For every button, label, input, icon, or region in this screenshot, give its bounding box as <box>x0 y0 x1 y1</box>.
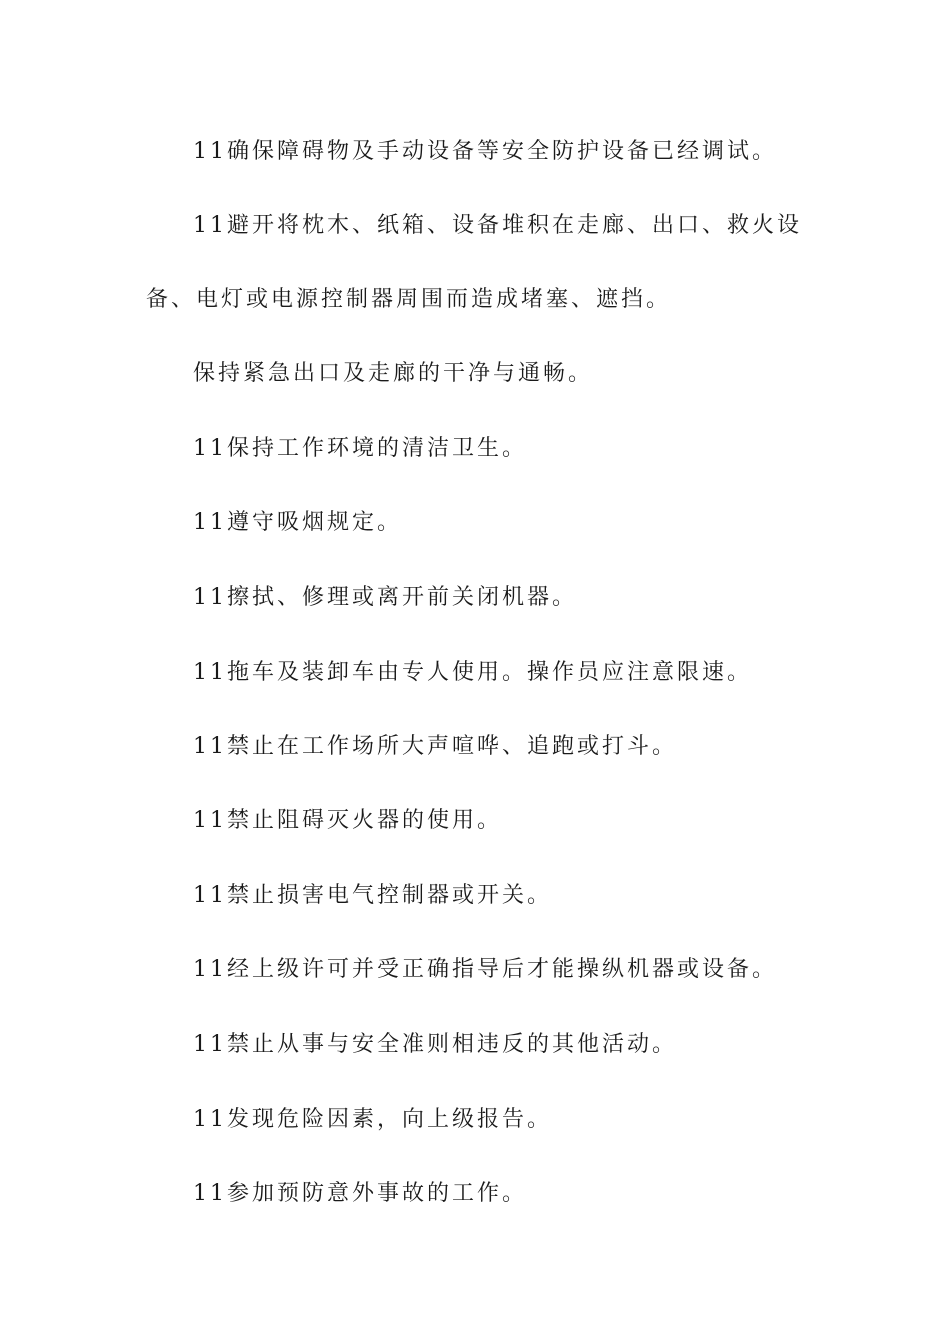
paragraph: 11保持工作环境的清洁卫生。 <box>193 436 527 461</box>
paragraph: 11发现危险因素，向上级报告。 <box>193 1107 552 1132</box>
paragraph: 11禁止从事与安全准则相违反的其他活动。 <box>193 1032 677 1057</box>
paragraph: 11避开将枕木、纸箱、设备堆积在走廊、出口、救火设备、电灯或电源控制器周围而造成堵塞、遮挡。 <box>146 213 802 312</box>
paragraph: 11确保障碍物及手动设备等安全防护设备已经调试。 <box>193 139 777 164</box>
paragraph: 保持紧急出口及走廊的干净与通畅。 <box>193 361 594 386</box>
paragraph: 11遵守吸烟规定。 <box>193 510 402 535</box>
paragraph: 11经上级许可并受正确指导后才能操纵机器或设备。 <box>193 957 777 982</box>
paragraph: 11禁止损害电气控制器或开关。 <box>193 883 552 908</box>
paragraph: 11禁止在工作场所大声喧哗、追跑或打斗。 <box>193 734 677 759</box>
paragraph: 11擦拭、修理或离开前关闭机器。 <box>193 585 577 610</box>
paragraph: 11拖车及装卸车由专人使用。操作员应注意限速。 <box>193 660 752 685</box>
paragraph: 11参加预防意外事故的工作。 <box>193 1181 527 1206</box>
paragraph: 11禁止阻碍灭火器的使用。 <box>193 808 502 833</box>
